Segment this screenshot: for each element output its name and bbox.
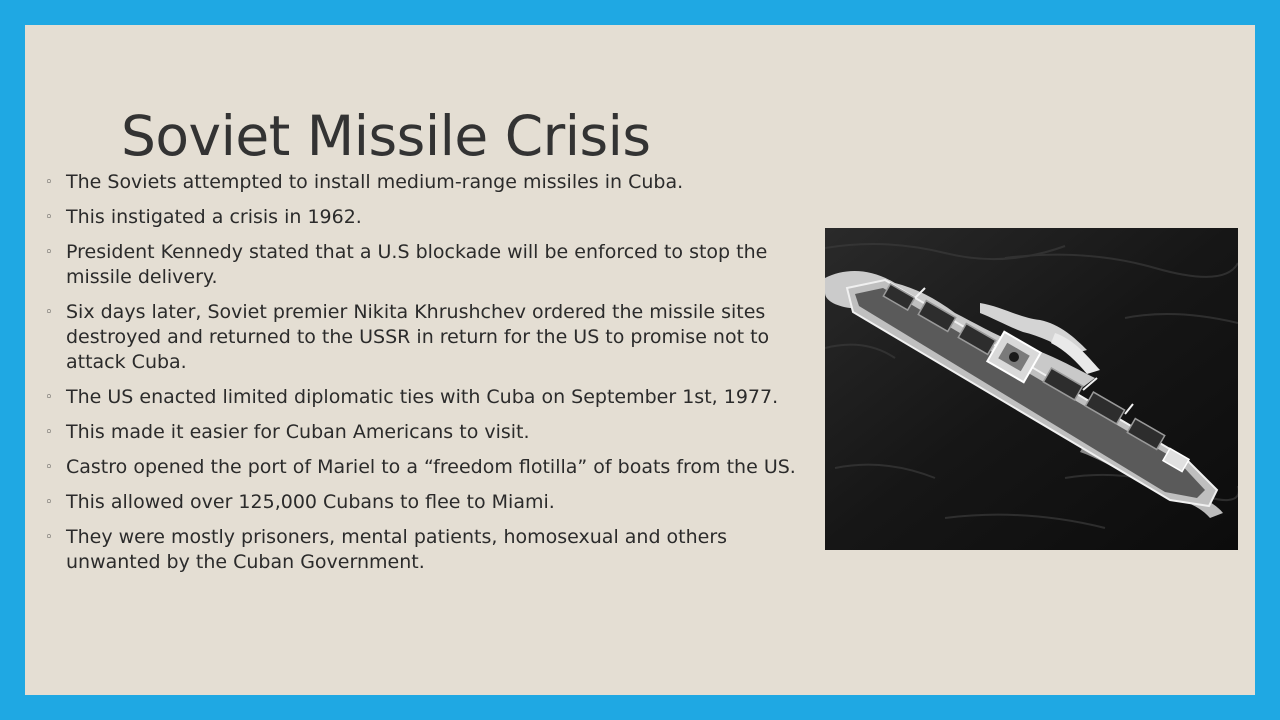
bullet-item [45, 385, 820, 410]
bullet-text: This instigated a crisis in 1962. [66, 206, 362, 228]
ship-photo [825, 228, 1238, 550]
bullet-marker: ◦ [45, 305, 53, 320]
bullet-item [45, 420, 820, 445]
bullet-marker: ◦ [45, 425, 53, 440]
bullet-item [45, 525, 820, 575]
bullet-item [45, 455, 820, 480]
bullet-text: This allowed over 125,000 Cubans to flee to Miami. [66, 491, 555, 513]
bullet-item [45, 240, 820, 290]
bullet-text: Castro opened the port of Mariel to a “freedom flotilla” of boats from the US. [66, 456, 796, 478]
slide-title: Soviet Missile Crisis [121, 104, 651, 168]
bullet-marker: ◦ [45, 530, 53, 545]
slide [25, 25, 1255, 695]
bullet-item [45, 490, 820, 515]
bullet-text: The US enacted limited diplomatic ties with Cuba on September 1st, 1977. [66, 386, 779, 408]
bullet-text: Six days later, Soviet premier Nikita Khrushchev ordered the missile sites destroyed and returned to the USSR in return for the US to promise not to attack Cuba. [66, 301, 770, 373]
bullet-text: This made it easier for Cuban Americans to visit. [66, 421, 530, 443]
bullet-item [45, 300, 820, 375]
bullet-marker: ◦ [45, 210, 53, 225]
bullet-list [45, 170, 820, 585]
bullet-marker: ◦ [45, 495, 53, 510]
bullet-marker: ◦ [45, 175, 53, 190]
bullet-text: The Soviets attempted to install medium-range missiles in Cuba. [66, 171, 684, 193]
bullet-text: They were mostly prisoners, mental patients, homosexual and others unwanted by the Cuban Government. [66, 526, 728, 573]
bullet-marker: ◦ [45, 390, 53, 405]
bullet-item [45, 170, 820, 195]
bullet-text: President Kennedy stated that a U.S blockade will be enforced to stop the missile delivery. [66, 241, 768, 288]
bullet-item [45, 205, 820, 230]
bullet-marker: ◦ [45, 245, 53, 260]
ship-photo-illustration [825, 228, 1238, 550]
bullet-marker: ◦ [45, 460, 53, 475]
